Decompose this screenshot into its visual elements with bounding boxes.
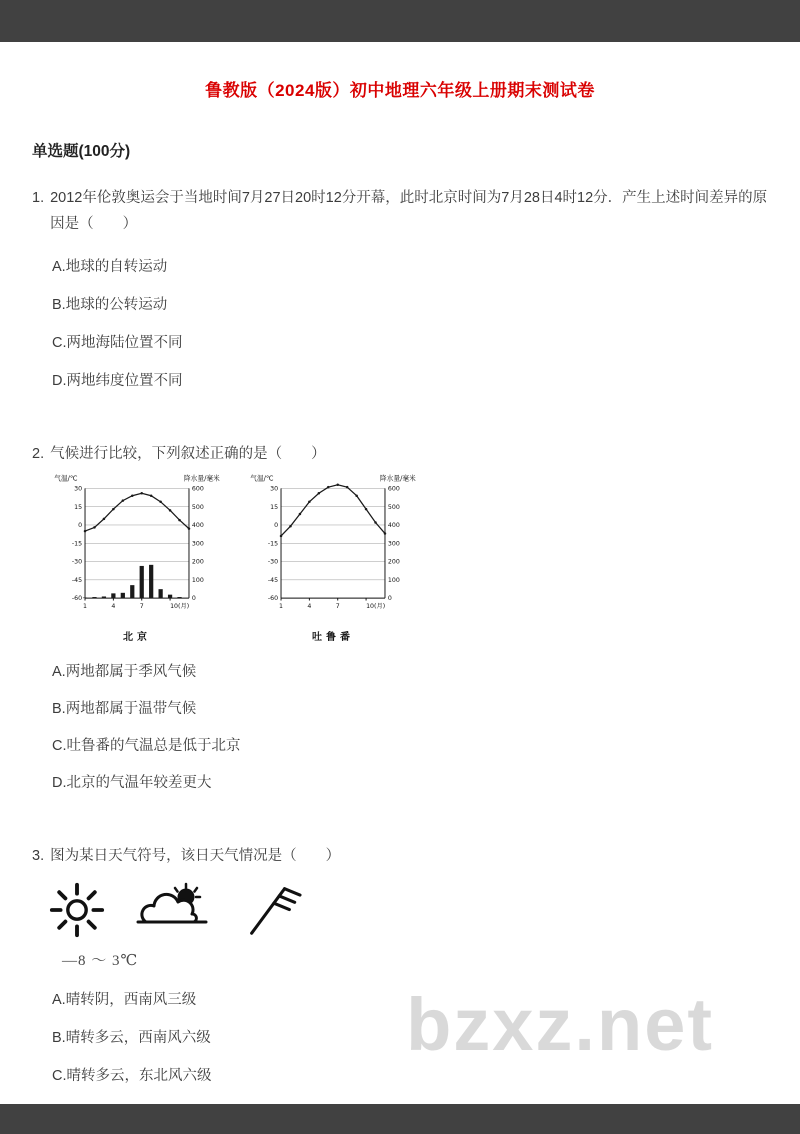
svg-text:200: 200 — [191, 558, 204, 566]
option-a: A.晴转阴，西南风三级 — [52, 992, 197, 1008]
wind-barb-icon — [240, 881, 302, 939]
svg-text:降水量/毫米: 降水量/毫米 — [183, 474, 220, 483]
svg-text:400: 400 — [191, 522, 204, 530]
question-number: 3. — [32, 848, 45, 864]
option-b: B.地球的公转运动 — [52, 297, 168, 313]
svg-text:100: 100 — [387, 576, 400, 584]
svg-text:-60: -60 — [267, 595, 279, 603]
question-body: 图为某日天气符号，该日天气情况是（ ） — [50, 848, 341, 864]
svg-text:7: 7 — [335, 602, 340, 610]
svg-text:-60: -60 — [71, 595, 83, 603]
svg-text:1: 1 — [83, 602, 88, 610]
svg-text:4: 4 — [307, 602, 312, 610]
svg-text:气温/℃: 气温/℃ — [54, 474, 78, 483]
question-number: 1. — [32, 190, 45, 206]
sun-behind-cloud-icon — [134, 882, 212, 938]
question-1 — [32, 185, 768, 389]
svg-text:15: 15 — [74, 503, 83, 511]
svg-text:-45: -45 — [267, 576, 279, 584]
svg-text:15: 15 — [270, 503, 279, 511]
option-d: D.两地纬度位置不同 — [52, 373, 183, 389]
svg-text:-15: -15 — [71, 540, 83, 548]
svg-text:0: 0 — [274, 522, 279, 530]
question-body: 气候进行比较，下列叙述正确的是（ ） — [50, 446, 326, 462]
svg-text:-15: -15 — [267, 540, 279, 548]
svg-text:降水量/毫米: 降水量/毫米 — [379, 474, 416, 483]
climate-chart-turpan — [248, 473, 418, 643]
svg-text:200: 200 — [387, 558, 400, 566]
chart-caption-turpan: 吐鲁番 — [312, 632, 354, 643]
svg-text:0: 0 — [191, 595, 196, 603]
viewer-top-bar — [0, 0, 800, 42]
weather-symbols — [48, 879, 768, 941]
climate-charts — [52, 473, 768, 643]
question-2 — [32, 441, 768, 791]
svg-text:30: 30 — [74, 485, 83, 493]
svg-text:4: 4 — [111, 602, 116, 610]
sun-icon — [48, 881, 106, 939]
page-title: 鲁教版（2024版）初中地理六年级上册期末测试卷 — [205, 81, 595, 100]
svg-text:气温/℃: 气温/℃ — [250, 474, 274, 483]
svg-text:300: 300 — [191, 540, 204, 548]
section-heading: 单选题(100分) — [32, 143, 131, 160]
question-text — [32, 441, 768, 467]
question-text — [32, 843, 768, 869]
turpan-climate-graph — [248, 473, 418, 627]
option-a: A.两地都属于季风气候 — [52, 664, 197, 680]
option-c: C.两地海陆位置不同 — [52, 335, 183, 351]
question-body: 2012年伦敦奥运会于当地时间7月27日20时12分开幕，此时北京时间为7月28日4时12分．产生上述时间差异的原因是（ ） — [50, 190, 768, 232]
svg-text:7: 7 — [139, 602, 144, 610]
option-b: B.两地都属于温带气候 — [52, 701, 197, 717]
svg-text:300: 300 — [387, 540, 400, 548]
svg-text:500: 500 — [191, 503, 204, 511]
chart-caption-beijing: 北京 — [123, 632, 151, 643]
question-3 — [32, 843, 768, 1084]
svg-text:0: 0 — [78, 522, 83, 530]
option-c: C.吐鲁番的气温总是低于北京 — [52, 738, 241, 754]
svg-text:0: 0 — [387, 595, 392, 603]
svg-text:10(月): 10(月) — [170, 602, 190, 610]
svg-text:-30: -30 — [71, 558, 83, 566]
option-d: D.北京的气温年较差更大 — [52, 775, 212, 791]
watermark: bzxz.net — [406, 983, 714, 1066]
svg-text:600: 600 — [191, 485, 204, 493]
svg-text:-30: -30 — [267, 558, 279, 566]
option-c: C.晴转多云，东北风六级 — [52, 1068, 212, 1084]
svg-text:600: 600 — [387, 485, 400, 493]
climate-chart-beijing — [52, 473, 222, 643]
beijing-climate-graph — [52, 473, 222, 627]
temperature-range: —8 ～ 3℃ — [62, 953, 139, 969]
option-b: B.晴转多云，西南风六级 — [52, 1030, 211, 1046]
svg-text:-45: -45 — [71, 576, 83, 584]
question-number: 2. — [32, 446, 45, 462]
document-page — [0, 42, 800, 1104]
svg-text:10(月): 10(月) — [366, 602, 386, 610]
option-a: A.地球的自转运动 — [52, 259, 168, 275]
svg-text:30: 30 — [270, 485, 279, 493]
svg-text:100: 100 — [191, 576, 204, 584]
svg-text:400: 400 — [387, 522, 400, 530]
question-text — [32, 185, 768, 237]
viewer-bottom-bar — [0, 1104, 800, 1134]
svg-text:500: 500 — [387, 503, 400, 511]
svg-text:1: 1 — [279, 602, 284, 610]
